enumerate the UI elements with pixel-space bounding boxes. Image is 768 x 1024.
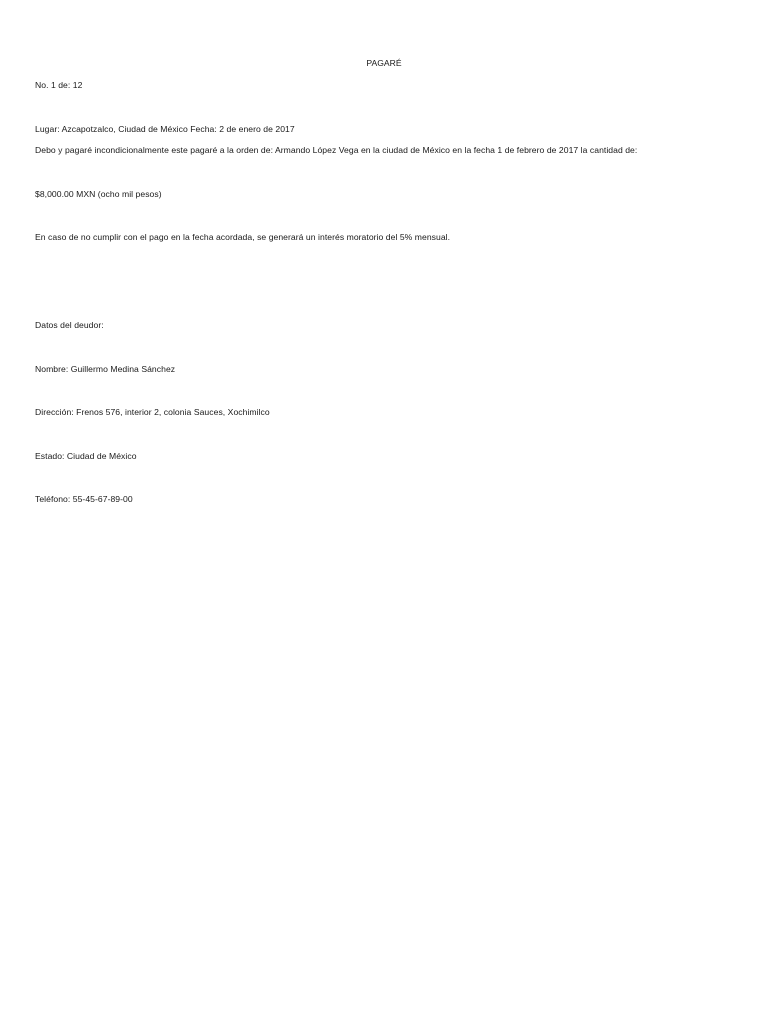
promise-statement: Debo y pagaré incondicionalmente este pagaré a la orden de: Armando López Vega en la ciudad de México en la fecha 1 de febrero de 2017 la cantidad de:	[35, 145, 638, 155]
interest-clause: En caso de no cumplir con el pago en la fecha acordada, se generará un interés moratorio del 5% mensual.	[35, 232, 451, 242]
amount: $8,000.00 MXN (ocho mil pesos)	[35, 189, 162, 199]
debtor-heading: Datos del deudor:	[35, 320, 104, 330]
note-number: No. 1 de: 12	[35, 80, 83, 90]
place-and-date: Lugar: Azcapotzalco, Ciudad de México Fecha: 2 de enero de 2017	[35, 124, 295, 134]
debtor-phone: Teléfono: 55-45-67-89-00	[35, 494, 133, 504]
debtor-name: Nombre: Guillermo Medina Sánchez	[35, 364, 176, 374]
document-title: PAGARÉ	[366, 58, 402, 68]
debtor-state: Estado: Ciudad de México	[35, 451, 137, 461]
debtor-address: Dirección: Frenos 576, interior 2, colonia Sauces, Xochimilco	[35, 407, 270, 417]
